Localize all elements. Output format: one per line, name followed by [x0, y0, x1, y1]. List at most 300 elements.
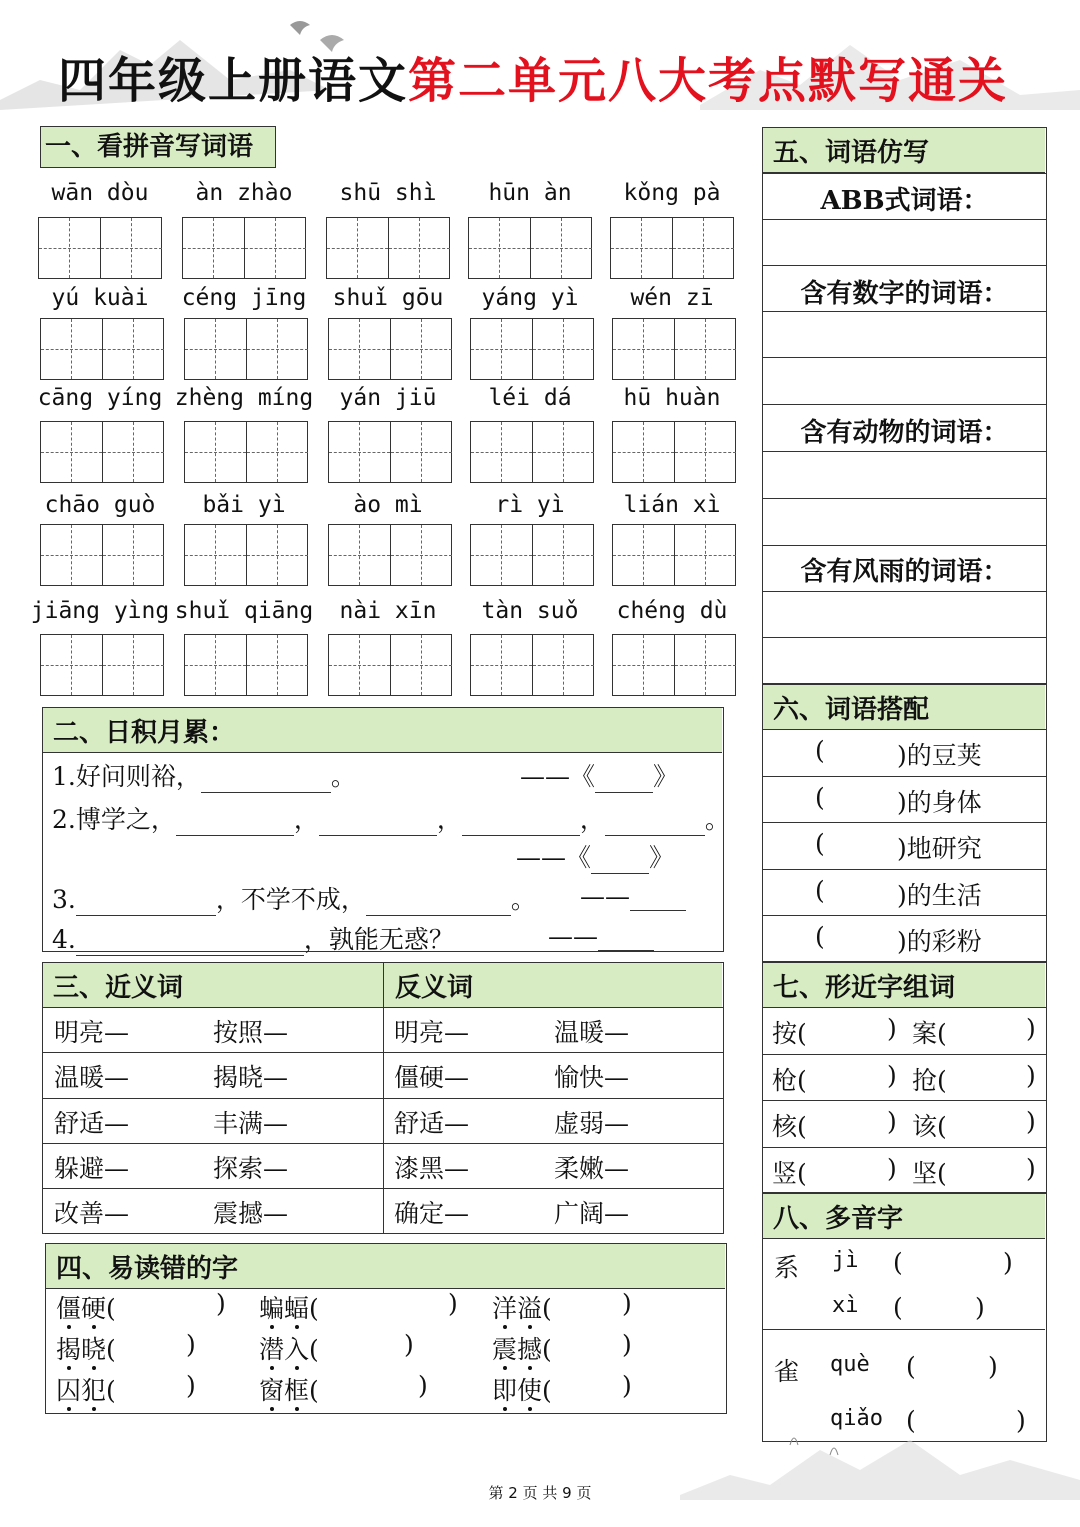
- section4-heading-text: 四、易读错的字: [56, 1253, 239, 1284]
- paren-open: (: [893, 1293, 903, 1322]
- word-text: [259, 1294, 309, 1323]
- paren-close: ): [1026, 1107, 1036, 1136]
- misread-word: [56, 1289, 116, 1325]
- section1-heading: [40, 126, 276, 168]
- answer-area[interactable]: [764, 221, 1044, 264]
- guide-line: [643, 422, 644, 482]
- tianzige-box[interactable]: [40, 421, 164, 483]
- tianzige-box[interactable]: [40, 318, 164, 380]
- grid-cell[interactable]: [183, 218, 245, 278]
- grid-cell[interactable]: [103, 319, 164, 379]
- grid-cell[interactable]: [471, 525, 533, 585]
- blank[interactable]: [462, 805, 580, 836]
- blank[interactable]: [591, 843, 649, 874]
- similar-char: 按(: [772, 1019, 807, 1048]
- comma: ，: [579, 805, 605, 834]
- paren-open: (: [815, 736, 825, 765]
- word-text: [492, 1376, 542, 1405]
- period: 。: [704, 805, 730, 834]
- tianzige-box[interactable]: [328, 634, 452, 696]
- tianzige-box[interactable]: [326, 217, 450, 279]
- category-label: 含有动物的词语：: [800, 418, 1009, 448]
- row-divider: [42, 1007, 724, 1008]
- section2-heading-text: 二、日积月累：: [53, 717, 236, 748]
- paren-open: (: [906, 1352, 916, 1381]
- guide-line: [215, 319, 216, 379]
- pinyin-label: shuǐ qiāng: [174, 598, 314, 624]
- guide-line: [643, 525, 644, 585]
- grid-cell[interactable]: [391, 422, 452, 482]
- row-divider: [762, 869, 1047, 870]
- dotted-char: 震: [492, 1335, 518, 1364]
- dotted-char: 框: [284, 1376, 310, 1405]
- dotted-char: 蝠: [284, 1294, 310, 1323]
- category-label: 含有风雨的词语：: [800, 557, 1009, 587]
- paren-open: (: [815, 922, 825, 951]
- guide-line: [213, 218, 214, 278]
- tianzige-box[interactable]: [182, 217, 306, 279]
- word-item: 柔嫩—: [554, 1153, 630, 1183]
- poem-line-2-source: [516, 838, 674, 874]
- guide-line: [71, 525, 72, 585]
- row-divider: [762, 729, 1047, 730]
- paren-open: (: [542, 1376, 552, 1405]
- answer-blank[interactable]: [832, 921, 896, 955]
- tianzige-box[interactable]: [184, 421, 308, 483]
- paren-open: (: [106, 1294, 116, 1323]
- dotted-char: 僵: [56, 1294, 82, 1323]
- grid-cell[interactable]: [611, 218, 673, 278]
- guide-line: [643, 635, 644, 695]
- grid-cell[interactable]: [41, 422, 103, 482]
- guide-line: [499, 218, 500, 278]
- paren-close: ): [887, 1107, 897, 1136]
- grid-cell[interactable]: [533, 635, 594, 695]
- dash: ——: [580, 882, 630, 911]
- guide-line: [215, 635, 216, 695]
- paren-close: ): [887, 1153, 897, 1183]
- poem-line-4-source: [548, 920, 654, 951]
- poem-l4-num: 4.: [52, 925, 76, 954]
- misread-word: [259, 1330, 319, 1366]
- misread-word: [492, 1371, 552, 1407]
- guide-line: [277, 525, 278, 585]
- paren-close: ): [622, 1371, 632, 1400]
- poem-line-1: [52, 757, 356, 793]
- grid-cell[interactable]: [471, 319, 533, 379]
- row-divider: [42, 1143, 724, 1144]
- guide-line: [643, 319, 644, 379]
- answer-area[interactable]: [764, 313, 1044, 403]
- paren-close: ): [622, 1289, 632, 1318]
- section1-heading-text: 一、看拼音写词语: [45, 132, 254, 162]
- dotted-char: 犯: [81, 1376, 107, 1405]
- guide-line: [71, 635, 72, 695]
- collocation-item: )的身体: [897, 787, 982, 817]
- guide-line: [705, 422, 706, 482]
- guide-line: [501, 319, 502, 379]
- pinyin-label: àn zhào: [195, 180, 293, 206]
- blank[interactable]: [605, 805, 705, 836]
- poem-l4-text: ，孰能无惑？: [303, 925, 454, 954]
- tianzige-box[interactable]: [468, 217, 592, 279]
- dotted-char: 入: [284, 1335, 310, 1364]
- pinyin-label: tàn suǒ: [481, 598, 579, 624]
- row-divider: [762, 173, 1047, 174]
- paren-close: ): [216, 1289, 226, 1318]
- poem-line-3: [52, 880, 536, 916]
- paren-open: (: [542, 1335, 552, 1364]
- grid-cell[interactable]: [103, 525, 164, 585]
- dotted-char: 即: [492, 1376, 518, 1405]
- word-item: 舒适—: [394, 1108, 470, 1138]
- tianzige-box[interactable]: [612, 318, 736, 380]
- guide-line: [705, 525, 706, 585]
- blank[interactable]: [366, 885, 511, 916]
- guide-line: [641, 218, 642, 278]
- similar-char: 该(: [912, 1112, 947, 1141]
- word-text: [56, 1335, 106, 1364]
- tianzige-box[interactable]: [184, 634, 308, 696]
- dotted-char: 使: [517, 1376, 543, 1405]
- tianzige-box[interactable]: [470, 421, 594, 483]
- grid-cell[interactable]: [101, 218, 162, 278]
- pinyin-que: què: [830, 1352, 870, 1377]
- guide-line: [563, 319, 564, 379]
- tianzige-box[interactable]: [328, 524, 452, 586]
- blank[interactable]: [595, 762, 653, 793]
- row-divider: [762, 1100, 1047, 1101]
- polyphone-1-reading-a: [832, 1248, 859, 1273]
- section6-box: [762, 684, 1047, 962]
- dotted-char: 溢: [517, 1294, 543, 1323]
- misread-word: [56, 1330, 116, 1366]
- grid-cell[interactable]: [391, 525, 452, 585]
- paren-open: (: [815, 829, 825, 858]
- grid-cell[interactable]: [533, 319, 594, 379]
- pinyin-label: shuǐ gōu: [332, 285, 444, 311]
- guide-line: [133, 635, 134, 695]
- section2-heading: [43, 708, 722, 753]
- poem-l3-text: ，不学不成，: [215, 885, 366, 914]
- grid-cell[interactable]: [245, 218, 306, 278]
- grid-cell[interactable]: [329, 525, 391, 585]
- row-divider: [762, 545, 1047, 546]
- guide-line: [421, 525, 422, 585]
- row-divider: [42, 1052, 724, 1053]
- grid-cell[interactable]: [533, 525, 594, 585]
- pinyin-label: yú kuài: [51, 285, 149, 311]
- row-divider: [42, 1098, 724, 1099]
- grid-cell[interactable]: [391, 319, 452, 379]
- pinyin-label: yáng yì: [481, 285, 579, 311]
- grid-cell[interactable]: [329, 635, 391, 695]
- pinyin-label: jiāng yìng: [30, 598, 170, 624]
- grid-cell[interactable]: [327, 218, 389, 278]
- category-label: 含有数字的词语：: [800, 279, 1009, 309]
- answer-blank[interactable]: [832, 782, 896, 816]
- row-divider: [762, 591, 1047, 592]
- collocation-item: )的豆荚: [897, 741, 982, 770]
- grid-cell[interactable]: [329, 319, 391, 379]
- row-divider: [42, 1188, 724, 1189]
- paren-close: ): [887, 1014, 897, 1043]
- guide-line: [133, 525, 134, 585]
- guide-line: [563, 422, 564, 482]
- dotted-char: 晓: [81, 1335, 107, 1364]
- grid-cell[interactable]: [613, 525, 675, 585]
- dash: ——: [548, 922, 598, 951]
- grid-cell[interactable]: [675, 319, 736, 379]
- word-text: [56, 1294, 106, 1323]
- word-item: 漆黑—: [394, 1153, 470, 1183]
- page-title: [58, 42, 1038, 112]
- page-footer: 第 2 页 共 9 页: [488, 1484, 592, 1502]
- grid-cell[interactable]: [247, 635, 308, 695]
- poem-line-4: [52, 920, 454, 956]
- word-item: 虚弱—: [554, 1108, 630, 1138]
- tianzige-box[interactable]: [328, 318, 452, 380]
- grid-cell[interactable]: [247, 422, 308, 482]
- similar-char: 枪(: [772, 1065, 807, 1095]
- section6-heading-text: 六、词语搭配: [773, 694, 930, 725]
- paren-open: (: [542, 1294, 552, 1323]
- tianzige-box[interactable]: [612, 634, 736, 696]
- section7-heading: [763, 963, 1045, 1008]
- misread-word: [259, 1371, 319, 1407]
- paren-close: ): [1026, 1014, 1036, 1043]
- grid-cell[interactable]: [389, 218, 450, 278]
- grid-cell[interactable]: [613, 422, 675, 482]
- blank[interactable]: [630, 880, 686, 911]
- pinyin-label: rì yì: [495, 492, 565, 518]
- answer-area[interactable]: [764, 593, 1044, 683]
- word-item: 丰满—: [213, 1108, 289, 1138]
- tianzige-box[interactable]: [184, 318, 308, 380]
- grid-cell[interactable]: [469, 218, 531, 278]
- grid-cell[interactable]: [103, 422, 164, 482]
- grid-cell[interactable]: [41, 525, 103, 585]
- polyphone-1-reading-b: [832, 1293, 859, 1318]
- synonym-heading: 三、近义词: [53, 972, 184, 1003]
- answer-blank[interactable]: [832, 828, 896, 862]
- pinyin-label: léi dá: [488, 385, 572, 411]
- poem-line-1-source: [520, 757, 678, 793]
- row-divider: [762, 1007, 1047, 1008]
- grid-cell[interactable]: [391, 635, 452, 695]
- blank[interactable]: [201, 762, 331, 793]
- guide-line: [705, 635, 706, 695]
- row-divider: [762, 265, 1047, 266]
- grid-cell[interactable]: [185, 319, 247, 379]
- grid-cell[interactable]: [185, 422, 247, 482]
- pinyin-label: chéng dù: [616, 598, 728, 624]
- grid-cell[interactable]: [471, 422, 533, 482]
- category-label: ABB式词语：: [820, 186, 989, 216]
- tianzige-box[interactable]: [184, 524, 308, 586]
- row-divider: [762, 219, 1047, 220]
- word-item: 探索—: [213, 1153, 289, 1183]
- poem-l3-num: 3.: [52, 885, 76, 914]
- similar-char: 抢(: [912, 1065, 947, 1095]
- paren-close: ): [887, 1060, 897, 1090]
- paren-close: ): [448, 1289, 458, 1318]
- paren-close: ): [186, 1330, 196, 1359]
- word-item: 愉快—: [554, 1063, 630, 1093]
- blank[interactable]: [319, 805, 437, 836]
- antonym-heading: 反义词: [395, 972, 474, 1003]
- section8-box: [762, 1193, 1047, 1442]
- tianzige-box[interactable]: [610, 217, 734, 279]
- word-item: 改善—: [54, 1199, 130, 1229]
- word-item: 温暖—: [554, 1018, 630, 1047]
- guide-line: [705, 319, 706, 379]
- period: 。: [510, 885, 536, 914]
- similar-char: 竖(: [772, 1158, 807, 1188]
- grid-cell[interactable]: [247, 525, 308, 585]
- blank[interactable]: [76, 885, 216, 916]
- tianzige-box[interactable]: [328, 421, 452, 483]
- grid-cell[interactable]: [533, 422, 594, 482]
- word-item: 按照—: [213, 1018, 289, 1047]
- dotted-char: 窗: [259, 1376, 285, 1405]
- source-close: 》: [653, 762, 679, 791]
- poem-l1-period: 。: [330, 762, 356, 791]
- pinyin-label: cāng yíng: [37, 385, 163, 411]
- collocation-item: )的彩粉: [897, 927, 982, 956]
- guide-line: [359, 525, 360, 585]
- row-divider: [762, 776, 1047, 777]
- grid-cell[interactable]: [675, 635, 736, 695]
- guide-line: [421, 635, 422, 695]
- grid-cell[interactable]: [39, 218, 101, 278]
- tianzige-box[interactable]: [612, 524, 736, 586]
- word-item: 舒适—: [54, 1108, 130, 1138]
- row-divider: [762, 404, 1047, 405]
- pinyin-label: bǎi yì: [202, 492, 286, 518]
- row-divider: [762, 311, 1047, 312]
- grid-cell[interactable]: [247, 319, 308, 379]
- row-divider: [762, 915, 1047, 916]
- guide-line: [277, 635, 278, 695]
- guide-line: [563, 525, 564, 585]
- grid-cell[interactable]: [103, 635, 164, 695]
- paren-close: ): [1026, 1153, 1036, 1183]
- paren-close: ): [975, 1293, 985, 1322]
- guide-line: [359, 635, 360, 695]
- grid-cell[interactable]: [185, 525, 247, 585]
- blank[interactable]: [76, 925, 304, 956]
- pinyin-label: shū shì: [339, 180, 437, 206]
- guide-line: [421, 319, 422, 379]
- row-divider: [762, 1147, 1047, 1148]
- source-close: 》: [649, 843, 675, 872]
- similar-char: 坚(: [912, 1158, 947, 1188]
- pinyin-label: zhèng míng: [174, 385, 314, 411]
- word-text: [56, 1376, 106, 1405]
- paren-close: ): [1003, 1248, 1013, 1277]
- word-text: [492, 1294, 542, 1323]
- answer-blank[interactable]: [832, 875, 896, 909]
- blank[interactable]: [176, 805, 294, 836]
- grid-cell[interactable]: [185, 635, 247, 695]
- tianzige-box[interactable]: [38, 217, 162, 279]
- grid-cell[interactable]: [613, 319, 675, 379]
- guide-line: [563, 635, 564, 695]
- tianzige-box[interactable]: [470, 524, 594, 586]
- paren-open: (: [893, 1248, 903, 1277]
- source-open: ——《: [516, 843, 592, 872]
- guide-line: [421, 422, 422, 482]
- pinyin-qiao: qiǎo: [830, 1406, 883, 1431]
- paren-open: (: [309, 1376, 319, 1405]
- word-item: 明亮—: [394, 1018, 470, 1047]
- poem-l1-text: 1.好问则裕，: [52, 762, 201, 791]
- tianzige-box[interactable]: [40, 524, 164, 586]
- polyphone-2-reading-a: [830, 1352, 870, 1377]
- word-item: 确定—: [394, 1199, 470, 1229]
- misread-word: [492, 1289, 552, 1325]
- grid-cell[interactable]: [675, 525, 736, 585]
- grid-cell[interactable]: [329, 422, 391, 482]
- guide-line: [133, 319, 134, 379]
- guide-line: [69, 218, 70, 278]
- word-text: [259, 1335, 309, 1364]
- section8-heading: [763, 1194, 1045, 1239]
- guide-line: [133, 422, 134, 482]
- guide-line: [419, 218, 420, 278]
- pinyin-xi: xì: [832, 1293, 859, 1318]
- misread-word: [56, 1371, 116, 1407]
- word-item: 躲避—: [54, 1153, 130, 1183]
- dotted-char: 蝙: [259, 1294, 285, 1323]
- tianzige-box[interactable]: [40, 634, 164, 696]
- blank[interactable]: [598, 920, 654, 951]
- answer-blank[interactable]: [832, 735, 896, 769]
- grid-cell[interactable]: [675, 422, 736, 482]
- word-item: 温暖—: [54, 1063, 130, 1093]
- guide-line: [703, 218, 704, 278]
- answer-area[interactable]: [764, 453, 1044, 544]
- grid-cell[interactable]: [613, 635, 675, 695]
- tianzige-box[interactable]: [470, 318, 594, 380]
- word-text: [259, 1376, 309, 1405]
- tianzige-box[interactable]: [470, 634, 594, 696]
- paren-close: ): [186, 1371, 196, 1400]
- paren-close: ): [988, 1352, 998, 1381]
- word-text: [492, 1335, 542, 1364]
- grid-cell[interactable]: [531, 218, 592, 278]
- dotted-char: 洋: [492, 1294, 518, 1323]
- guide-line: [71, 319, 72, 379]
- source-open: ——《: [520, 762, 596, 791]
- row-divider: [762, 1054, 1047, 1055]
- pinyin-label: wān dòu: [51, 180, 149, 206]
- grid-cell[interactable]: [41, 635, 103, 695]
- dotted-char: 囚: [56, 1376, 82, 1405]
- pinyin-label: ào mì: [353, 492, 423, 518]
- grid-cell[interactable]: [673, 218, 734, 278]
- word-item: 揭晓—: [213, 1063, 289, 1093]
- dotted-char: 潜: [259, 1335, 285, 1364]
- guide-line: [277, 319, 278, 379]
- grid-cell[interactable]: [41, 319, 103, 379]
- guide-line: [71, 422, 72, 482]
- dotted-char: 揭: [56, 1335, 82, 1364]
- pinyin-label: nài xīn: [339, 598, 437, 624]
- grid-cell[interactable]: [471, 635, 533, 695]
- tianzige-box[interactable]: [612, 421, 736, 483]
